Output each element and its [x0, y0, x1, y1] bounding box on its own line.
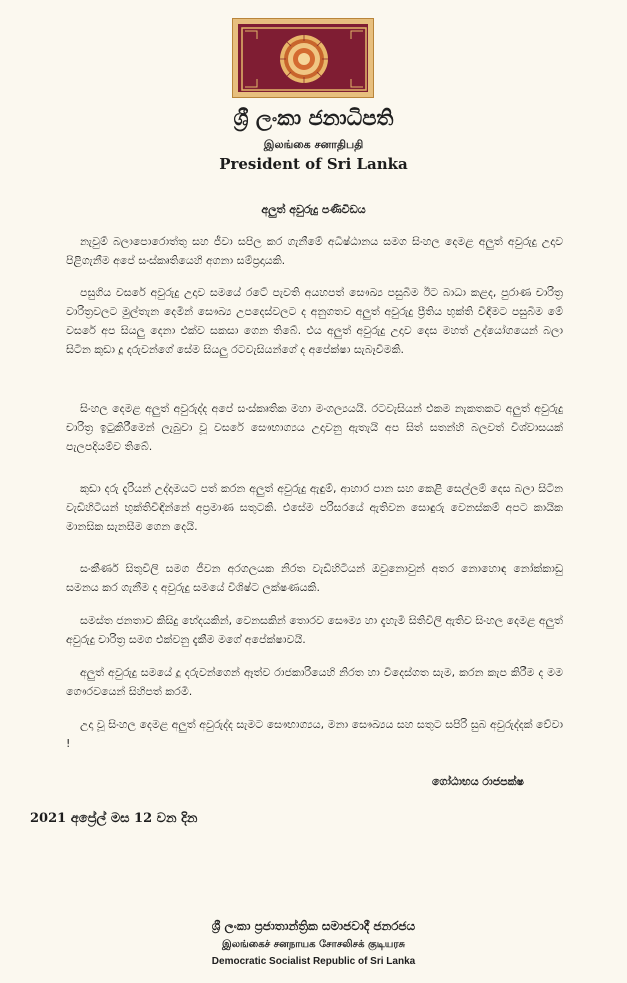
- letter-subject: අලුත් අවුරුදු පණිවිඩය: [261, 203, 366, 216]
- title-english: President of Sri Lanka: [219, 155, 408, 173]
- body-paragraph: පසුගිය වසරේ අවුරුදු උදාව සමයේ රටේ පැවති අයහපත් සෞඛ්‍ය පසුබිම ඊට බාධා කළද, පුරාණ චාරිත්‍ර වාරිත්‍රවලට මුල්තැන දෙමින් සෞඛ්‍ය උපදෙස්වලට ද අනුගතව අලුත් අවුරුදු ප්‍රීතිය භුක්ති විඳීමට පසුබිම මේ වසරේ අප සියලු දෙනා එක්ව සකසා ගෙන තිබේ. එය අලුත් අවුරුදු උදාව දෙස මහත් උද්යෝගයෙන් බලා සිටින කුඩා දූ දරුවන්ගේ සේම සියලු රටවැසියන්ගේ ද අපේක්ෂා සැබෑවීමකි.: [66, 286, 563, 356]
- body-paragraph: නැවුම් බලාපොරොත්තු සහ ජීවා සපිල කර ගැනීමේ අධිෂ්ඨානය සමග සිංහල දෙමළ අලුත් අවුරුදු උදාව පිළිගැනීම අපේ සංස්කෘතියෙහි අගනා සම්ප්‍රදායකි.: [66, 235, 563, 267]
- title-sinhala: ශ්‍රී ලංකා ජනාධිපති: [233, 106, 394, 130]
- body-paragraph: කුඩා දරු දැරියන් උද්දාමයට පත් කරන අලුත් අවුරුදු ඇඳුම්, ආහාර පාන සහ කෙළි සෙල්ලම් දෙස බලා සිටින වැඩිහිටියන් භුක්තිවිඳින්නේ අප්‍රමාණ සතුටකි. එසේම පරිසරයේ ඇතිවන සොඳුරු වෙනස්කම් අපට කායික මානසික සැනසීම ගෙන දෙයි.: [66, 482, 563, 533]
- title-tamil: இலங்கை சனாதிபதி: [263, 138, 364, 151]
- footer-country-english: Democratic Socialist Republic of Sri Lanka: [211, 956, 416, 967]
- body-paragraph: සංකීර්ණ සිතුවිලි සමග ජීවන අරගලයක නිරත වැඩිහිටියන් ඔවුනොවුන් අතර නොහොඳ නෝක්කාඩු සමනය කර ගැනීම ද අවුරුදු සමයේ විශිෂ්ට ලක්ෂණයකි.: [66, 562, 563, 594]
- footer-country-sinhala: ශ්‍රී ලංකා ප්‍රජාතාන්ත්‍රික සමාජවාදී ජනරජය: [211, 919, 416, 933]
- body-paragraph: අලුත් අවුරුදු සමයේ දූ දරුවන්ගෙන් ඈත්ව රාජකාරියෙහි නිරත හා විදෙස්ගත සැම, කරන කැප කිරීම ද මම ගෞරවයෙන් සිහිපත් කරමි.: [66, 666, 563, 698]
- body-paragraph: සිංහල දෙමළ අලුත් අවුරුද්ද අපේ සංස්කෘතික මහා මංගල්‍යයයි. රටවැසියන් එකම නැකතකට අලුත් අවුරුදු චාරිත්‍ර ඉටුකිරීමෙන් ලැබුවා වූ වසරේ සෞභාග්‍යය උදාවනු ඇතැයි අප සිත් සතන්හි බලවත් විශ්වාසයක් පැලපදියම්ව තිබේ.: [66, 402, 563, 453]
- signer-name: ගෝඨාභය රාජපක්ෂ: [432, 775, 524, 788]
- letter-date: 2021 අප්‍රේල් මස 12 වන දින: [30, 811, 198, 826]
- body-paragraph: සමස්ත ජනතාව කිසිදු භේදයකින්, වෙනසකින් තොරව සෞම්‍ය හා දැහැමි සිතිවිලි ඇතිව සිංහල දෙමළ අලුත් අවුරුදු චාරිත්‍ර සමග එක්වනු දැකීම මගේ අපේක්ෂාවයි.: [66, 614, 563, 646]
- body-paragraph: උදා වූ සිංහල දෙමළ අලුත් අවුරුද්ද සැමට සෞභාග්‍යය, මනා සෞඛ්‍යය සහ සතුට සපිරි සුබ අවුරුද්දක් වේවා !: [66, 718, 563, 750]
- presidential-emblem-icon: [232, 18, 374, 98]
- footer-country-tamil: இலங்கைச் சனநாயக சோசலிசக் குடியரசு: [221, 939, 406, 950]
